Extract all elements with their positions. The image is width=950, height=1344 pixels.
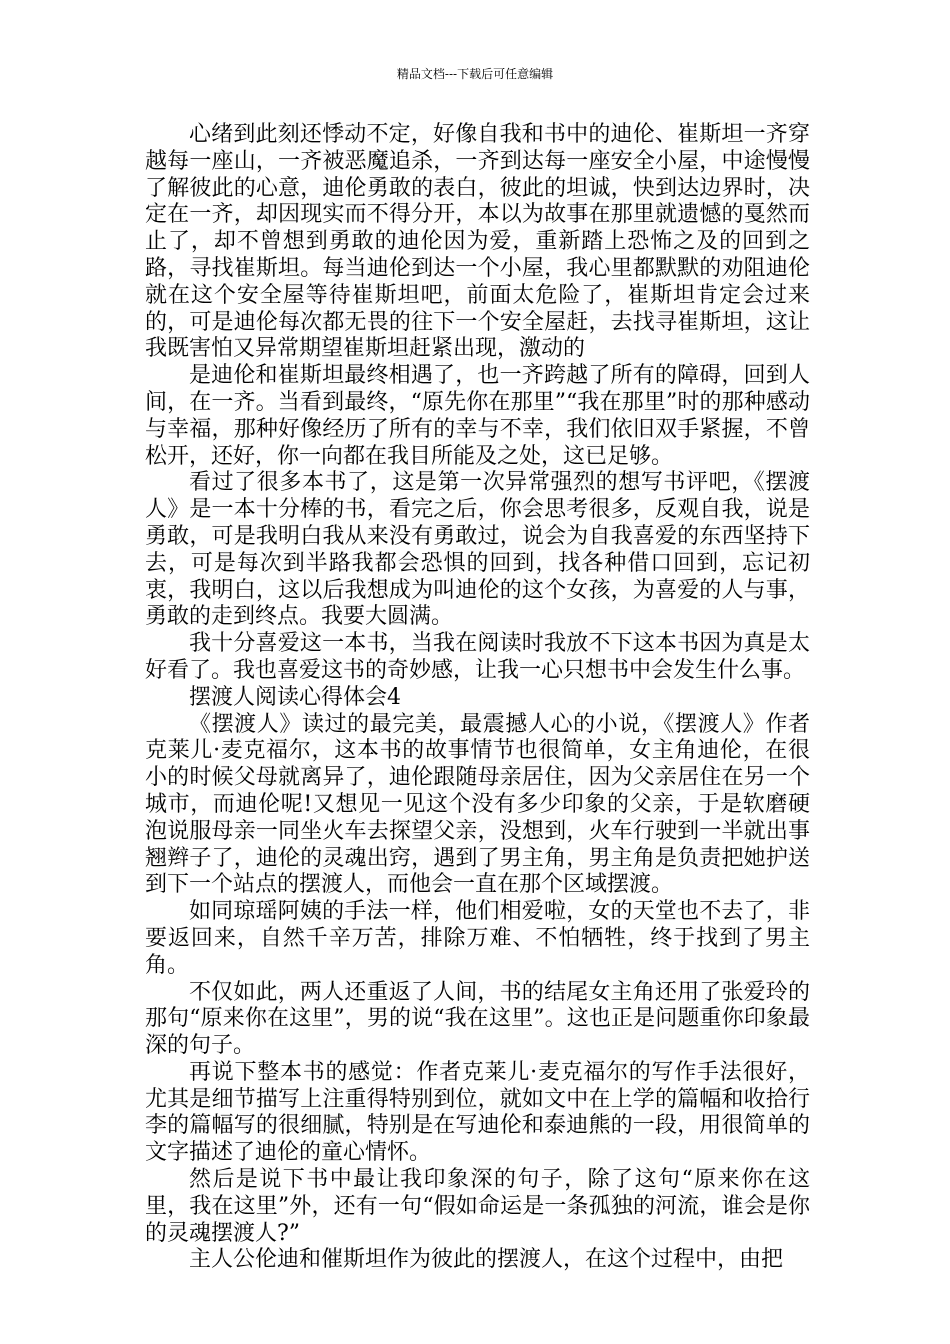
paragraph: 看过了很多本书了，这是第一次异常强烈的想写书评吧，《摆渡人》是一本十分棒的书，看完之后，你会思考很多，反观自我，说是勇敢，可是我明白我从来没有勇敢过，说会为自我喜爱的东西坚持下去，可是每次到半路我都会恐惧的回到，找各种借口回到，忘记初衷，我明白，这以后我想成为叫迪伦的这个女孩，为喜爱的人与事，勇敢的走到终点。我要大圆满。	[145, 470, 810, 630]
document-body	[145, 122, 810, 1274]
paragraph: 心绪到此刻还悸动不定，好像自我和书中的迪伦、崔斯坦一齐穿越每一座山，一齐被恶魔追杀，一齐到达每一座安全小屋，中途慢慢了解彼此的心意，迪伦勇敢的表白，彼此的坦诚，快到达边界时，决定在一齐，却因现实而不得分开，本以为故事在那里就遗憾的戛然而止了，却不曾想到勇敢的迪伦因为爱，重新踏上恐怖之及的回到之路，寻找崔斯坦。每当迪伦到达一个小屋，我心里都默默的劝阻迪伦就在这个安全屋等待崔斯坦吧，前面太危险了，崔斯坦肯定会过来的，可是迪伦每次都无畏的往下一个安全屋赶，去找寻崔斯坦，这让我既害怕又异常期望崔斯坦赶紧出现，激动的	[145, 122, 810, 362]
paragraph: 如同琼瑶阿姨的手法一样，他们相爱啦，女的天堂也不去了，非要返回来，自然千辛万苦，排除万难、不怕牺牲，终于找到了男主角。	[145, 899, 810, 978]
section-heading: 摆渡人阅读心得体会4	[189, 684, 401, 710]
paragraph: 我十分喜爱这一本书，当我在阅读时我放不下这本书因为真是太好看了。我也喜爱这书的奇妙感，让我一心只想书中会发生什么事。	[145, 631, 810, 683]
paragraph: 主人公伦迪和催斯坦作为彼此的摆渡人，在这个过程中，由把	[189, 1247, 784, 1273]
paragraph: 《摆渡人》读过的最完美，最震撼人心的小说，《摆渡人》作者克莱儿·麦克福尔，这本书的故事情节也很简单，女主角迪伦，在很小的时候父母就离异了，迪伦跟随母亲居住，因为父亲居住在另一个城市，而迪伦呢!又想见一见这个没有多少印象的父亲，于是软磨硬泡说服母亲一同坐火车去探望父亲，没想到，火车行驶到一半就出事翘辫子了，迪伦的灵魂出窍，遇到了男主角，男主角是负责把她护送到下一个站点的摆渡人，而他会一直在那个区域摆渡。	[145, 711, 810, 898]
paragraph: 是迪伦和崔斯坦最终相遇了，也一齐跨越了所有的障碍，回到人间，在一齐。当看到最终，“原先你在那里”“我在那里”时的那种感动与幸福，那种好像经历了所有的幸与不幸，我们依旧双手紧握，不曾松开，还好，你一向都在我目所能及之处，这已足够。	[145, 363, 810, 469]
paragraph: 再说下整本书的感觉：作者克莱儿·麦克福尔的写作手法很好，尤其是细节描写上注重得特别到位，就如文中在上学的篇幅和收拾行李的篇幅写的很细腻，特别是在写迪伦和泰迪熊的一段，用很简单的文字描述了迪伦的童心情怀。	[145, 1059, 810, 1166]
page-header: 精品文档---下载后可任意编辑	[396, 67, 554, 81]
paragraph: 然后是说下书中最让我印象深的句子，除了这句“原来你在这里，我在这里”外，还有一句“假如命运是一条孤独的河流，谁会是你的灵魂摆渡人?”	[145, 1167, 810, 1246]
paragraph: 不仅如此，两人还重返了人间，书的结尾女主角还用了张爱玲的那句“原来你在这里”，男的说“我在这里”。这也正是问题重你印象最深的句子。	[145, 979, 810, 1059]
